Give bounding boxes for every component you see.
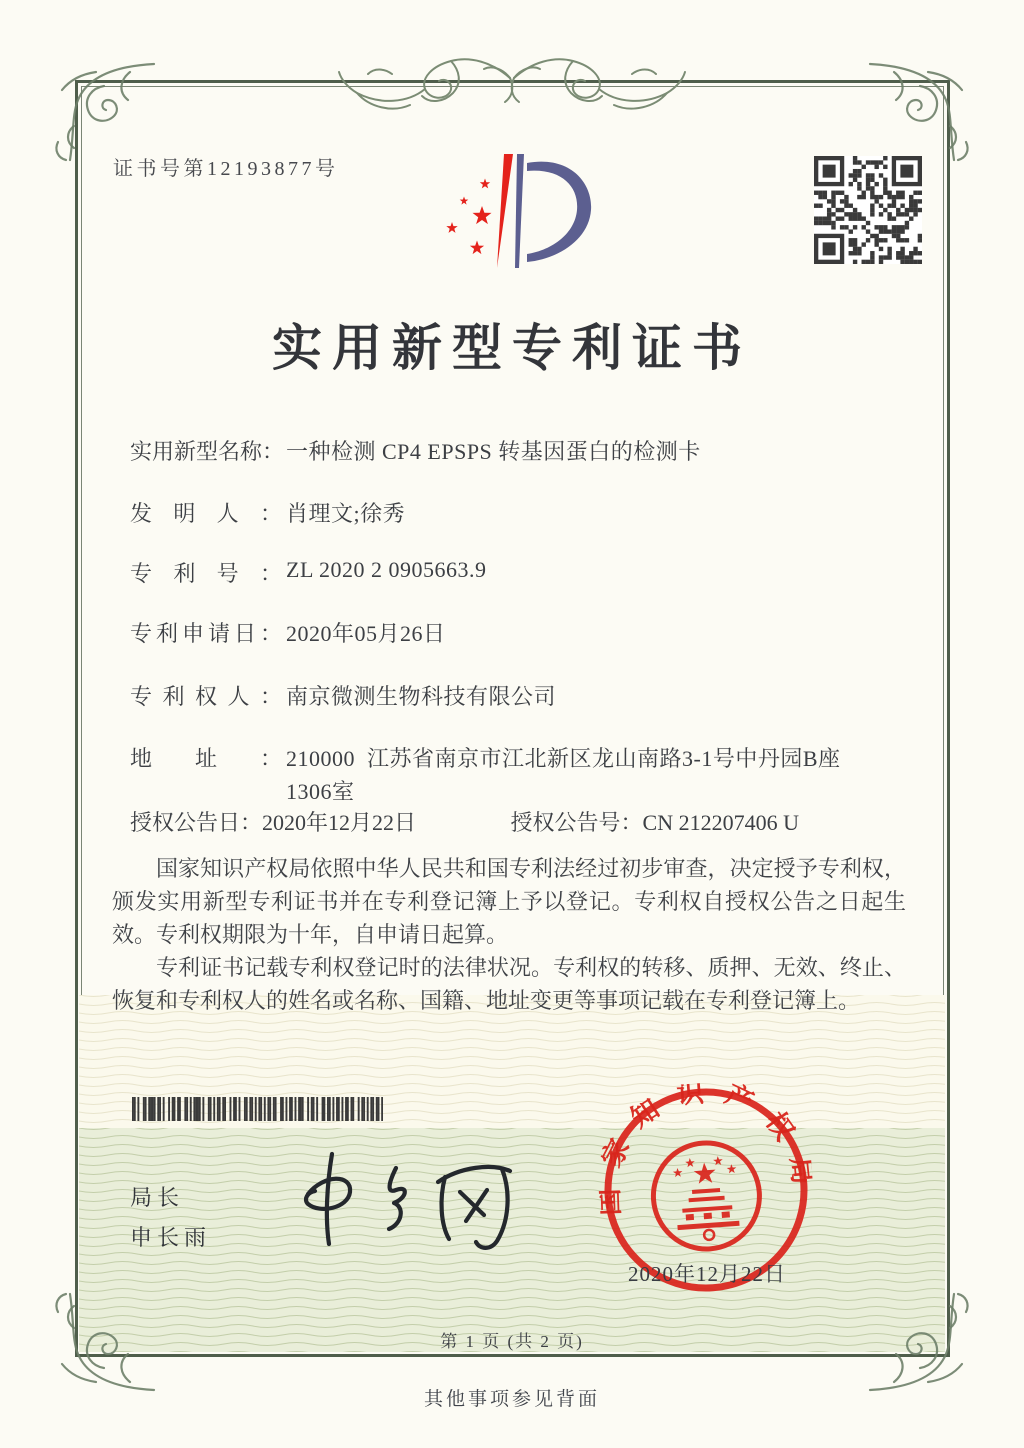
grant-date-value: 2020年12月22日 [262, 810, 417, 835]
field-row-grant [130, 806, 799, 837]
page-number: 第 1 页 (共 2 页) [440, 1332, 584, 1351]
national-emblem-icon [650, 1139, 763, 1252]
grant-no-label: 授权公告号： [510, 810, 643, 835]
commissioner-name: 申长雨 [130, 1225, 212, 1250]
qr-code-icon [814, 156, 922, 264]
field-label: 发明人： [130, 501, 282, 526]
grant-no-value: CN 212207406 U [642, 810, 799, 835]
corner-flourish [864, 1288, 974, 1398]
corner-flourish [50, 56, 160, 166]
field-value: 一种检测 CP4 EPSPS 转基因蛋白的检测卡 [286, 439, 701, 464]
field-row-patentee [130, 680, 556, 711]
grant-date-label: 授权公告日： [130, 810, 263, 835]
corner-flourish [50, 1288, 160, 1398]
field-row-address [130, 742, 848, 808]
field-value: 210000 江苏省南京市江北新区龙山南路3-1号中丹园B座1306室 [286, 746, 841, 804]
back-note: 其他事项参见背面 [423, 1389, 600, 1410]
field-value: 2020年05月26日 [286, 621, 446, 646]
field-value: ZL 2020 2 0905663.9 [286, 557, 487, 582]
field-row-filing-date [130, 617, 446, 648]
cnipa-logo-icon [420, 140, 640, 290]
commissioner-title: 局长 [130, 1185, 185, 1210]
seal-date: 2020年12月22日 [628, 1262, 786, 1286]
field-label: 专利申请日： [130, 621, 282, 646]
seal-authority-text: 国家知识产权局 [593, 1076, 820, 1217]
dragon-ornament [332, 28, 692, 118]
field-label: 地址： [130, 746, 282, 771]
field-value: 肖理文;徐秀 [286, 501, 406, 526]
field-row-name [130, 435, 701, 466]
field-value: 南京微测生物科技有限公司 [286, 684, 557, 709]
field-row-inventor [130, 497, 405, 528]
certificate-number: 证书号第12193877号 [113, 158, 339, 180]
field-label: 专利权人： [130, 684, 282, 709]
svg-text:国家知识产权局 [592, 1076, 820, 1217]
barcode-icon [132, 1097, 383, 1121]
corner-flourish [864, 56, 974, 166]
signature-script [268, 1140, 528, 1270]
field-label: 实用新型名称： [130, 439, 285, 464]
legal-paragraph-2: 专利证书记载专利权登记时的法律状况。专利权的转移、质押、无效、终止、恢复和专利权人的姓名或名称、国籍、地址变更等事项记载在专利登记簿上。 [112, 955, 906, 1013]
certificate-title: 实用新型专利证书 [272, 320, 752, 376]
legal-paragraph-1: 国家知识产权局依照中华人民共和国专利法经过初步审查，决定授予专利权，颁发实用新型专利证书并在专利登记簿上予以登记。专利权自授权公告之日起生效。专利权期限为十年，自申请日起算。 [112, 856, 906, 947]
legal-text-block [112, 852, 906, 1017]
field-row-patent-no [130, 557, 487, 588]
field-label: 专利号： [130, 561, 282, 586]
